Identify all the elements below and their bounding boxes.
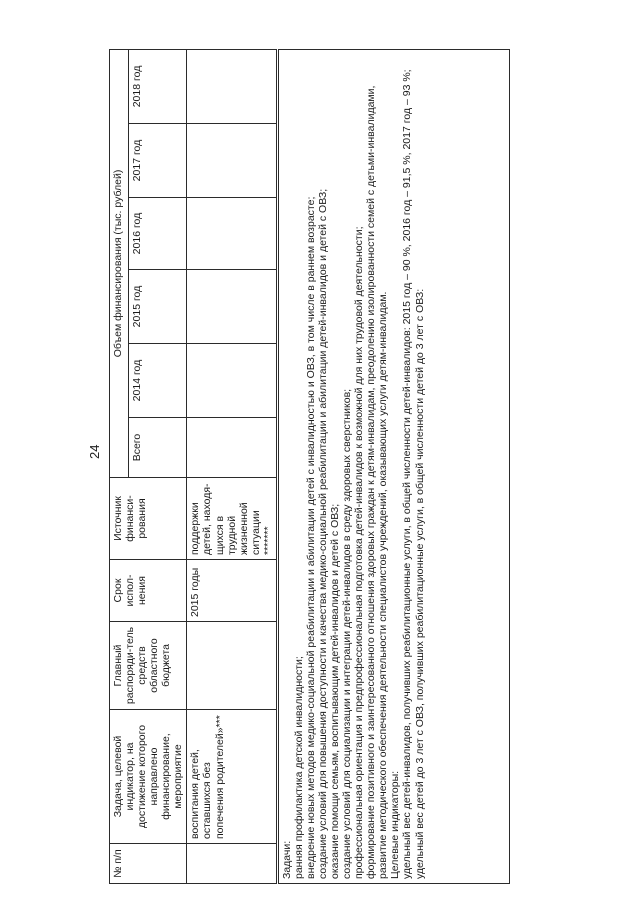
row-2016-cell	[187, 198, 277, 270]
task-item: создание условий для социализации и интеграции детей-инвалидов в среду здоровых сверстников;	[341, 388, 354, 879]
header-total: Всего	[129, 418, 187, 478]
header-2018: 2018 год	[129, 49, 187, 123]
task-item: оказание помощи семьям, воспитывающим детей-инвалидов и детей с ОВЗ;	[329, 503, 342, 879]
row-2017-cell	[187, 124, 277, 198]
indicators-heading: Целевые индикаторы:	[389, 770, 402, 879]
row-total-cell	[187, 418, 277, 478]
header-source: Источник финанси-рования	[110, 478, 187, 560]
page-number: 24	[87, 444, 102, 459]
header-row-1	[110, 49, 129, 883]
task-item: профессиональная ориентация и предпрофессиональная подготовка детей-инвалидов к возможной для них трудовой деятельности;	[353, 226, 366, 879]
financing-table	[109, 49, 510, 884]
task-item: создание условий для повышения доступности и качества медико-социальной реабилитации и абилитации детей-инвалидов и детей с ОВЗ;	[317, 188, 329, 879]
tasks-row	[277, 49, 509, 883]
row-manager-cell	[187, 622, 277, 710]
header-task: Задача, целевой индикатор, на достижение которого направлено финансирование, мероприятие	[110, 710, 187, 844]
table-row	[187, 49, 277, 883]
row-term-cell: 2015 годы	[187, 560, 277, 622]
header-2015: 2015 год	[129, 270, 187, 344]
header-2017: 2017 год	[129, 124, 187, 198]
header-term: Срок испол-нения	[110, 560, 187, 622]
task-item: формирование позитивного и заинтересованного отношения здоровых граждан к детям-инвалидам, преодолению изолированности семей с детьми-инвалидами, развитие методического обеспечения деятельности специалистов учреждений, оказывающих услуги детям-инвалидам.	[365, 85, 390, 879]
tasks-block	[277, 49, 509, 883]
indicator-item: удельный вес детей-инвалидов, получивших реабилитационные услуги, в общей численности детей-инвалидов: 2015 год – 90 %, 2016 год – 91,5 %, 2017 год – 93 %;	[401, 69, 414, 879]
header-num: № п/п	[110, 844, 187, 884]
row-2015-cell	[187, 270, 277, 344]
header-2014: 2014 год	[129, 344, 187, 418]
indicator-item: удельный вес детей до 3 лет с ОВЗ, получивших реабилитационные услуги, в общей численности детей до 3 лет с ОВЗ:	[413, 288, 426, 879]
header-volume: Объем финансирования (тыс. рублей)	[110, 49, 129, 477]
tasks-heading: Задачи:	[280, 840, 293, 879]
row-num-cell	[187, 844, 277, 884]
row-2018-cell	[187, 49, 277, 123]
row-2014-cell	[187, 344, 277, 418]
row-source-cell: поддержки детей, находя-щихся в трудной жизненной ситуации *******	[187, 478, 277, 560]
task-item: ранняя профилактика детской инвалидности;	[292, 656, 305, 879]
header-2016: 2016 год	[129, 198, 187, 270]
header-manager: Главный распоряди-тель средств областного бюджета	[110, 622, 187, 710]
row-task-cell: воспитания детей, оставшихся без попечения родителей»***	[187, 710, 277, 844]
rotated-page-content	[109, 50, 609, 884]
task-item: внедрение новых методов медико-социальной реабилитации и абилитации детей с инвалидностью и ОВЗ, в том числе в раннем возрасте;	[304, 196, 317, 879]
